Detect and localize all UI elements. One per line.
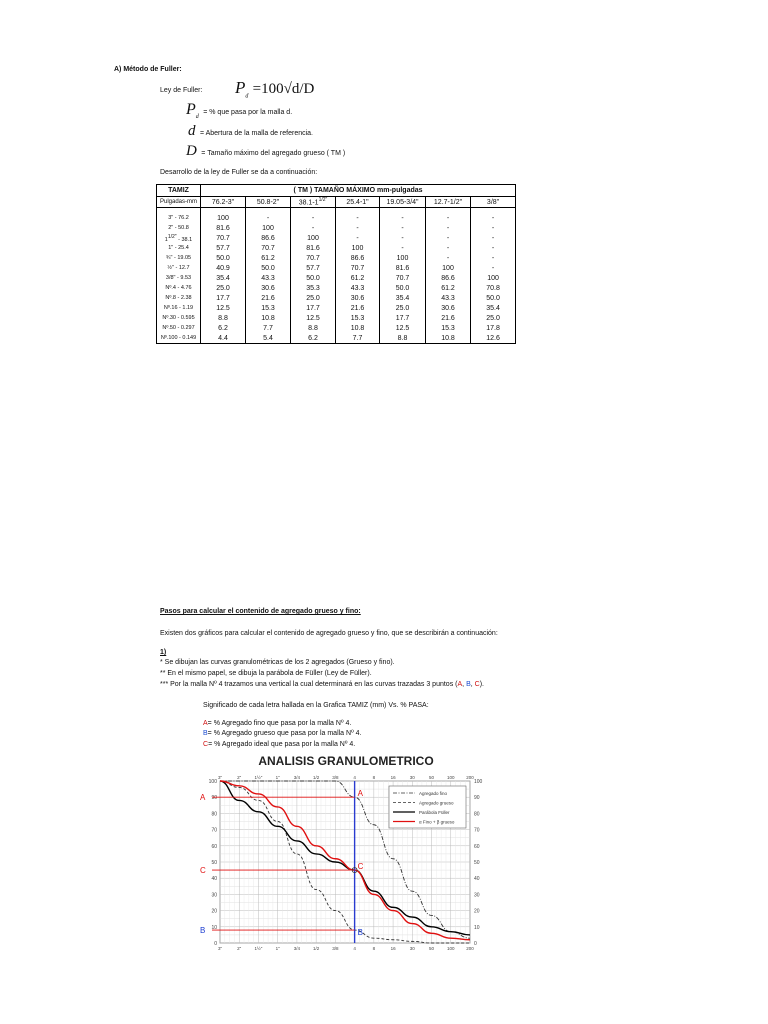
x-tick-label-bottom: 100: [447, 946, 455, 951]
value-cell: -: [336, 208, 380, 224]
value-cell: -: [380, 223, 426, 233]
meaning-text: = % Agregado fino que pasa por la malla Nº 4.: [207, 720, 352, 727]
legend-entry-0: Agregado fino: [419, 790, 448, 796]
fuller-formula: [235, 78, 314, 99]
meaning-a: [203, 719, 351, 728]
x-tick-label-bottom: 1": [275, 946, 280, 951]
value-cell: 43.3: [246, 273, 291, 283]
tm-header: ( TM ) TAMAÑO MÁXIMO mm-pulgadas: [201, 185, 516, 197]
table-row: [157, 208, 516, 224]
value-cell: 35.4: [201, 273, 246, 283]
value-cell: 15.3: [246, 303, 291, 313]
table-row: [157, 263, 516, 273]
value-cell: -: [380, 243, 426, 253]
tm-column-header: $38.1-1^{1/2"}$: [291, 197, 336, 208]
value-cell: 81.6: [201, 223, 246, 233]
x-tick-label-top: 3/8: [332, 775, 339, 780]
y-tick-label-left: 100: [208, 779, 217, 785]
value-cell: 70.7: [246, 243, 291, 253]
value-cell: 43.3: [426, 293, 471, 303]
legend-entry-2: Parábola Füller: [419, 809, 450, 815]
value-cell: 100: [201, 208, 246, 224]
value-cell: 21.6: [246, 293, 291, 303]
value-cell: 17.7: [201, 293, 246, 303]
def-text: = % que pasa por la malla d.: [203, 109, 293, 116]
y-tick-label-right: 0: [474, 941, 477, 947]
tm-column-header: 12.7-1/2": [426, 197, 471, 208]
y-tick-label-right: 50: [474, 860, 480, 866]
value-cell: -: [336, 233, 380, 243]
value-cell: -: [426, 223, 471, 233]
value-cell: 7.7: [336, 333, 380, 344]
x-tick-label-bottom: 8: [372, 946, 376, 951]
step-item-3: *** Por la malla Nº 4 trazamos una vertical la cual determinará en las curvas trazadas 3 puntos (A, B, C).: [160, 681, 484, 688]
y-tick-label-left: 30: [211, 892, 217, 899]
step-item-2: ** En el mismo papel, se dibuja la parábola de Füller (Ley de Füller).: [160, 670, 372, 677]
x-tick-label-top: 1": [275, 775, 280, 780]
value-cell: 70.8: [471, 283, 516, 293]
x-tick-label-top: 3": [217, 775, 223, 780]
value-cell: 61.2: [336, 273, 380, 283]
value-cell: 35.4: [471, 303, 516, 313]
value-cell: 81.6: [380, 263, 426, 273]
sieve-cell: 3" - 76.2: [157, 208, 201, 224]
x-tick-label-bottom: 16: [390, 946, 396, 951]
value-cell: 30.6: [426, 303, 471, 313]
y-tick-label-right: 100: [474, 779, 483, 785]
y-tick-label-right: 60: [474, 843, 480, 850]
x-tick-label-top: 200: [466, 775, 474, 780]
marker-label-right-c: C: [357, 862, 364, 872]
value-cell: 30.6: [336, 293, 380, 303]
value-cell: 5.4: [246, 333, 291, 344]
value-cell: 12.5: [291, 313, 336, 323]
y-tick-label-left: 40: [211, 876, 217, 883]
x-tick-label-bottom: 200: [466, 946, 474, 951]
y-tick-label-left: 0: [214, 941, 217, 947]
value-cell: 17.7: [380, 313, 426, 323]
value-cell: 61.2: [246, 253, 291, 263]
sieve-cell: 1" - 25.4: [157, 243, 201, 253]
x-tick-label-top: 1½": [254, 775, 263, 780]
table-row: [157, 273, 516, 283]
value-cell: 50.0: [201, 253, 246, 263]
table-row: [157, 313, 516, 323]
meaning-letter: C: [203, 741, 209, 748]
legend-entry-1: Agregado grueso: [419, 800, 454, 806]
x-tick-label-top: 16: [390, 775, 396, 780]
y-tick-label-left: 70: [211, 827, 217, 834]
value-cell: 6.2: [291, 333, 336, 344]
step-item-1: * Se dibujan las curvas granulométricas de los 2 agregados (Grueso y fino).: [160, 659, 395, 666]
x-tick-label-bottom: 50: [429, 946, 435, 951]
x-tick-label-top: 30: [409, 775, 415, 780]
sieve-cell: 3/8" - 9.53: [157, 273, 201, 283]
y-tick-label-left: 80: [211, 811, 217, 818]
value-cell: 30.6: [246, 283, 291, 293]
y-tick-label-right: 80: [474, 811, 480, 818]
x-tick-label-top: 50: [429, 775, 435, 780]
value-cell: 12.6: [471, 333, 516, 344]
value-cell: -: [471, 253, 516, 263]
value-cell: 15.3: [336, 313, 380, 323]
def-symbol: d: [188, 123, 196, 139]
value-cell: 81.6: [291, 243, 336, 253]
value-cell: 100: [426, 263, 471, 273]
sieve-cell: 2" - 50.8: [157, 223, 201, 233]
value-cell: 10.8: [426, 333, 471, 344]
granulometric-chart: [198, 748, 494, 962]
value-cell: -: [291, 208, 336, 224]
point-b: B: [466, 681, 471, 688]
def-text: = Abertura de la malla de referencia.: [199, 130, 313, 137]
y-tick-label-left: 10: [211, 924, 217, 931]
value-cell: 8.8: [291, 323, 336, 333]
tm-column-header: 3/8": [471, 197, 516, 208]
def-symbol: D: [186, 143, 197, 159]
formula-rhs: =100√d/D: [252, 81, 315, 97]
value-cell: 100: [246, 223, 291, 233]
value-cell: 25.0: [471, 313, 516, 323]
value-cell: -: [471, 243, 516, 253]
sieve-cell: Nº.16 - 1.19: [157, 303, 201, 313]
y-tick-label-right: 20: [474, 908, 480, 915]
value-cell: 61.2: [426, 283, 471, 293]
table-row: [157, 303, 516, 313]
value-cell: 50.0: [380, 283, 426, 293]
y-tick-label-left: 60: [211, 843, 217, 850]
legend-entry-3: α Fino + β grueso: [419, 819, 455, 825]
value-cell: 50.0: [471, 293, 516, 303]
sieve-cell: Nº.8 - 2.38: [157, 293, 201, 303]
section-heading: A) Método de Fuller:: [114, 66, 182, 73]
x-tick-label-bottom: 3": [217, 946, 223, 951]
tamiz-header: TAMIZ: [157, 185, 201, 197]
value-cell: -: [471, 208, 516, 224]
value-cell: 70.7: [380, 273, 426, 283]
def-text: = Tamaño máximo del agregado grueso ( TM ): [201, 150, 346, 157]
formula-lhs: P: [235, 78, 246, 97]
marker-label-right-b: B: [357, 928, 363, 938]
x-tick-label-bottom: 2": [237, 946, 242, 951]
meaning-title: Significado de cada letra hallada en la Grafica TAMIZ (mm) Vs. % PASA:: [203, 702, 429, 709]
value-cell: 21.6: [336, 303, 380, 313]
x-tick-label-bottom: 3/8: [332, 946, 339, 951]
value-cell: -: [246, 208, 291, 224]
x-tick-label-top: 3/4: [293, 775, 301, 780]
meaning-letter: B: [203, 730, 208, 737]
value-cell: 8.8: [380, 333, 426, 344]
table-row: [157, 253, 516, 263]
definition-pd: [186, 101, 292, 120]
value-cell: 57.7: [291, 263, 336, 273]
unit-header: Pulgadas-mm: [157, 197, 201, 208]
sieve-cell: ½" - 12.7: [157, 263, 201, 273]
steps-title: Pasos para calcular el contenido de agregado grueso y fino:: [160, 608, 361, 615]
chart-title: ANALISIS GRANULOMETRICO: [258, 754, 434, 768]
step-item-3-text: *** Por la malla Nº 4 trazamos una vertical la cual determinará en las curvas trazadas 3 puntos: [160, 681, 454, 688]
value-cell: -: [426, 243, 471, 253]
meaning-text: = % Agregado ideal que pasa por la malla Nº 4.: [208, 741, 356, 748]
value-cell: -: [426, 253, 471, 263]
x-tick-label-bottom: 1/2: [313, 946, 320, 951]
value-cell: 40.9: [201, 263, 246, 273]
value-cell: 43.3: [336, 283, 380, 293]
value-cell: 86.6: [426, 273, 471, 283]
x-tick-label-top: 100: [447, 775, 455, 780]
value-cell: -: [380, 233, 426, 243]
value-cell: 70.7: [201, 233, 246, 243]
table-row: [157, 283, 516, 293]
table-row: [157, 323, 516, 333]
table-row: [157, 293, 516, 303]
chart-legend: [389, 786, 466, 828]
value-cell: 12.5: [201, 303, 246, 313]
y-tick-label-left: 20: [211, 908, 217, 915]
value-cell: 10.8: [246, 313, 291, 323]
development-text: Desarrollo de la ley de Fuller se da a continuación:: [160, 169, 318, 176]
value-cell: 35.4: [380, 293, 426, 303]
tm-column-header: 25.4-1": [336, 197, 380, 208]
tm-column-header: 50.8-2": [246, 197, 291, 208]
value-cell: -: [380, 208, 426, 224]
value-cell: 25.0: [201, 283, 246, 293]
points-open: (: [455, 681, 458, 688]
x-tick-label-top: 4: [353, 775, 356, 780]
value-cell: 17.8: [471, 323, 516, 333]
sieve-cell: Nº.50 - 0.297: [157, 323, 201, 333]
marker-label-left-a: A: [200, 793, 206, 803]
point-c: C: [474, 681, 480, 688]
def-symbol: P: [186, 101, 196, 118]
meaning-b: [203, 729, 361, 738]
x-tick-label-top: 8: [372, 775, 376, 780]
x-tick-label-top: 2": [237, 775, 242, 780]
value-cell: -: [426, 233, 471, 243]
definition-D: [186, 142, 345, 160]
marker-label-right-a: A: [357, 789, 363, 799]
y-tick-label-right: 40: [474, 876, 480, 883]
formula-sub: d: [245, 93, 249, 100]
y-tick-label-right: 90: [474, 795, 480, 802]
step-number: 1): [160, 649, 167, 656]
y-tick-label-left: 50: [211, 860, 217, 866]
value-cell: 4.4: [201, 333, 246, 344]
y-tick-label-right: 10: [474, 924, 480, 931]
table-row: [157, 233, 516, 243]
tm-column-header: 19.05-3/4": [380, 197, 426, 208]
value-cell: -: [426, 208, 471, 224]
value-cell: 86.6: [246, 233, 291, 243]
sieve-cell: Nº.4 - 4.76: [157, 283, 201, 293]
table-row: [157, 333, 516, 344]
sieve-cell: Nº.100 - 0.149: [157, 333, 201, 344]
value-cell: 50.0: [246, 263, 291, 273]
value-cell: 7.7: [246, 323, 291, 333]
col-sup: 1/2": [318, 197, 328, 204]
meaning-letter: A: [203, 720, 208, 727]
tm-column-header: 76.2-3": [201, 197, 246, 208]
fuller-table: [156, 184, 516, 344]
value-cell: -: [471, 233, 516, 243]
value-cell: 86.6: [336, 253, 380, 263]
x-tick-label-bottom: 30: [409, 946, 415, 951]
table-row: [157, 243, 516, 253]
value-cell: 15.3: [426, 323, 471, 333]
sieve-cell: ¾" - 19.05: [157, 253, 201, 263]
y-tick-label-right: 30: [474, 892, 480, 899]
x-tick-label-bottom: 3/4: [293, 946, 301, 951]
x-tick-label-bottom: 4: [353, 946, 356, 951]
value-cell: 6.2: [201, 323, 246, 333]
definition-d: [188, 122, 313, 140]
table-row: [157, 223, 516, 233]
value-cell: 17.7: [291, 303, 336, 313]
def-sub: d: [195, 114, 199, 121]
steps-intro: Existen dos gráficos para calcular el contenido de agregado grueso y fino, que se describirán a continuación:: [160, 630, 498, 637]
value-cell: 70.7: [291, 253, 336, 263]
y-tick-label-right: 70: [474, 827, 480, 834]
value-cell: 50.0: [291, 273, 336, 283]
x-tick-label-bottom: 1½": [254, 946, 263, 951]
value-cell: 12.5: [380, 323, 426, 333]
value-cell: 100: [291, 233, 336, 243]
marker-label-left-b: B: [200, 926, 206, 936]
point-a: A: [457, 681, 463, 688]
value-cell: 100: [336, 243, 380, 253]
points-close: ).: [479, 681, 484, 688]
meaning-text: = % Agregado grueso que pasa por la malla Nº 4.: [207, 730, 362, 737]
value-cell: -: [336, 223, 380, 233]
value-cell: 57.7: [201, 243, 246, 253]
value-cell: 100: [471, 273, 516, 283]
value-cell: -: [471, 223, 516, 233]
value-cell: 25.0: [291, 293, 336, 303]
sieve-cell: Nº.30 - 0.595: [157, 313, 201, 323]
value-cell: 100: [380, 253, 426, 263]
value-cell: 35.3: [291, 283, 336, 293]
value-cell: 8.8: [201, 313, 246, 323]
value-cell: 21.6: [426, 313, 471, 323]
value-cell: 10.8: [336, 323, 380, 333]
marker-label-left-c: C: [200, 866, 206, 876]
value-cell: -: [291, 223, 336, 233]
law-label: Ley de Fuller:: [160, 87, 203, 94]
value-cell: 70.7: [336, 263, 380, 273]
y-tick-label-left: 90: [211, 795, 217, 802]
x-tick-label-top: 1/2: [313, 775, 320, 780]
sieve-cell: 11/2" - 38.1: [157, 233, 201, 243]
value-cell: -: [471, 263, 516, 273]
value-cell: 25.0: [380, 303, 426, 313]
